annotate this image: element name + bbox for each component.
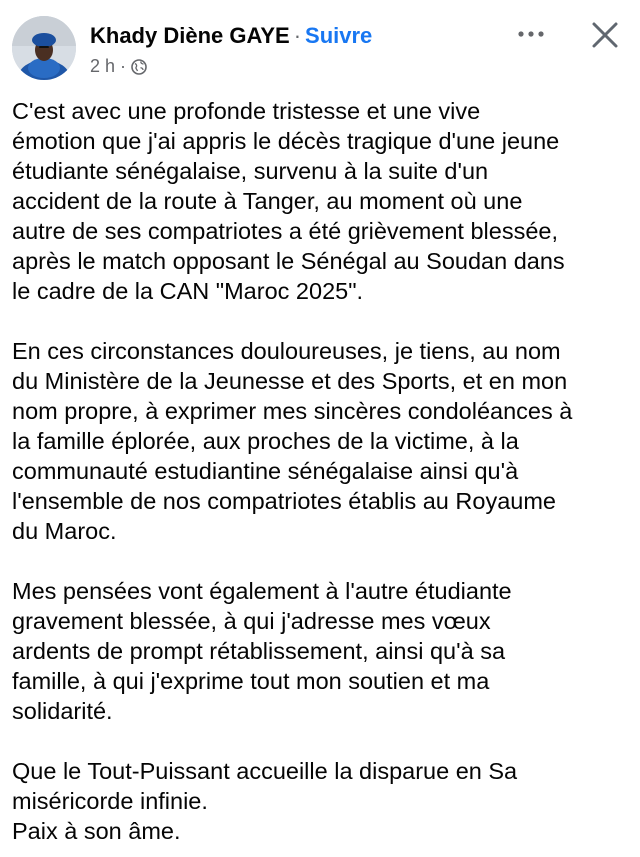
post-paragraph — [12, 576, 632, 726]
text-line: C'est avec une profonde tristesse et une vive — [12, 98, 481, 124]
text-line: du Maroc. — [12, 518, 117, 544]
text-line: après le match opposant le Sénégal au Soudan dans — [12, 248, 565, 274]
text-line: accident de la route à Tanger, au moment où une — [12, 188, 523, 214]
text-line: gravement blessée, à qui j'adresse mes vœux — [12, 608, 491, 634]
post-paragraph — [12, 96, 632, 306]
globe-icon — [131, 58, 147, 74]
author-name[interactable]: Khady Diène GAYE — [90, 23, 290, 48]
text-line: la famille éplorée, aux proches de la victime, à la — [12, 428, 519, 454]
text-line: famille, à qui j'exprime tout mon soutien et ma — [12, 668, 490, 694]
follow-button[interactable]: Suivre — [305, 23, 373, 48]
text-line: le cadre de la CAN "Maroc 2025". — [12, 278, 364, 304]
text-line: communauté estudiantine sénégalaise ainsi qu'à — [12, 458, 519, 484]
text-line: émotion que j'ai appris le décès tragique d'une jeune — [12, 128, 560, 154]
meta-separator: · — [120, 56, 127, 76]
post-paragraph — [12, 756, 632, 846]
post-body — [12, 96, 632, 846]
text-line: l'ensemble de nos compatriotes établis au Royaume — [12, 488, 556, 514]
text-line: solidarité. — [12, 698, 113, 724]
text-line: autre de ses compatriotes a été grièvement blessée, — [12, 218, 559, 244]
text-line: Paix à son âme. — [12, 818, 181, 844]
post-meta — [90, 55, 147, 77]
text-line: nom propre, à exprimer mes sincères condoléances à — [12, 398, 573, 424]
text-line: du Ministère de la Jeunesse et des Sports, et en mon — [12, 368, 568, 394]
author-separator: · — [293, 23, 302, 48]
more-options-icon[interactable] — [516, 24, 546, 44]
text-line: Mes pensées vont également à l'autre étudiante — [12, 578, 512, 604]
text-line: Que le Tout-Puissant accueille la disparue en Sa — [12, 758, 518, 784]
avatar[interactable] — [12, 16, 76, 80]
post-header — [0, 0, 640, 90]
post-time[interactable]: 2 h — [90, 56, 116, 76]
author-line — [90, 22, 372, 50]
avatar-image — [12, 16, 76, 80]
post-paragraph — [12, 336, 632, 546]
text-line: miséricorde infinie. — [12, 788, 208, 814]
close-icon[interactable] — [590, 20, 620, 50]
text-line: En ces circonstances douloureuses, je tiens, au nom — [12, 338, 561, 364]
text-line: étudiante sénégalaise, survenu à la suite d'un — [12, 158, 489, 184]
text-line: ardents de prompt rétablissement, ainsi qu'à sa — [12, 638, 506, 664]
